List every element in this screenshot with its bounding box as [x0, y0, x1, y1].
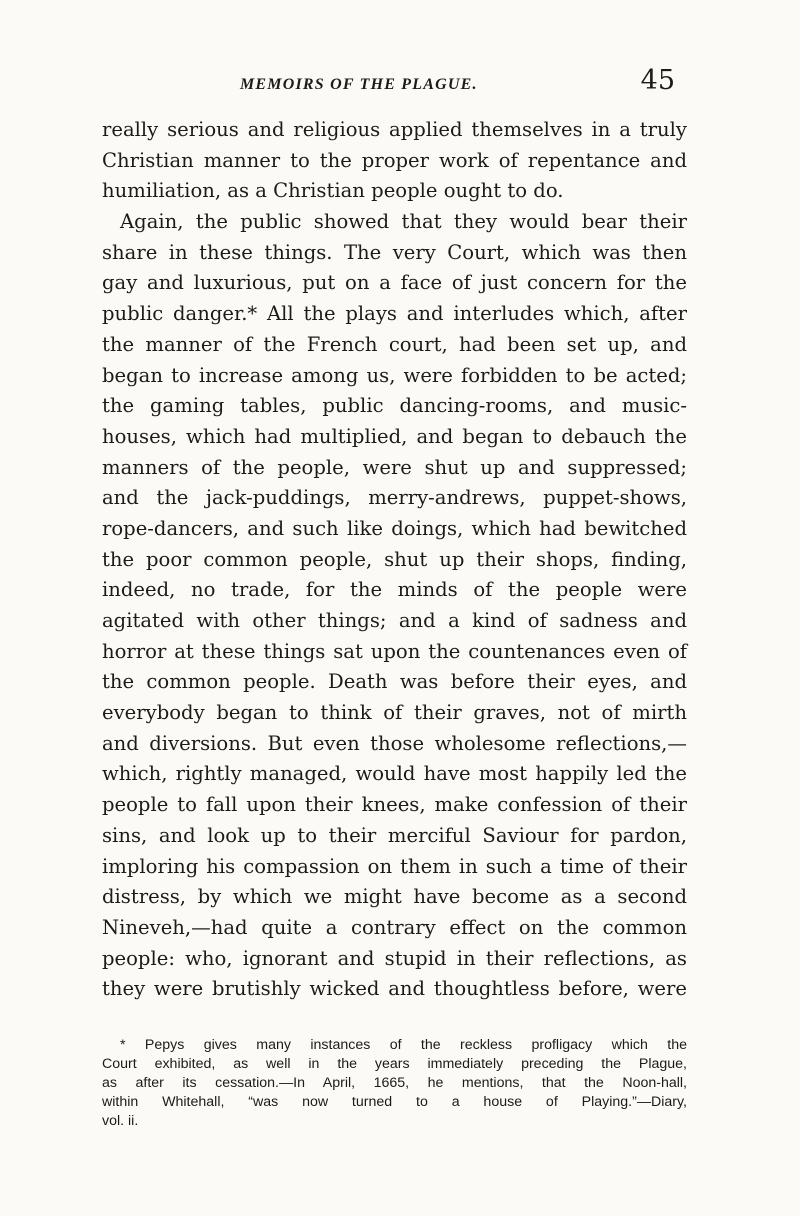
text-line: agitated with other things; and a kind of sadness and: [102, 609, 687, 632]
text-line: the gaming tables, public dancing-rooms, and music-: [102, 394, 687, 418]
text-line: gay and luxurious, put on a face of just concern for the: [102, 271, 687, 295]
text-line: people to fall upon their knees, make confession of their: [102, 793, 687, 817]
text-line: manners of the people, were shut up and suppressed;: [102, 455, 687, 479]
text-line: began to increase among us, were forbidden to be acted;: [102, 363, 687, 387]
text-line: imploring his compassion on them in such a time of their: [102, 854, 687, 878]
text-line: share in these things. The very Court, which was then: [102, 240, 687, 264]
text-line: sins, and look up to their merciful Saviour for pardon,: [102, 823, 687, 847]
footnote-line: vol. ii.: [102, 1113, 139, 1129]
text-line: the common people. Death was before their eyes, and: [102, 670, 687, 694]
text-line: and the jack-puddings, merry-andrews, puppet-shows,: [102, 486, 687, 510]
text-line: Again, the public showed that they would bear their: [120, 210, 687, 234]
footnote-line: within Whitehall, “was now turned to a house of Playing.”—Diary,: [102, 1094, 687, 1110]
text-line: horror at these things sat upon the countenances even of: [102, 639, 687, 663]
footnote-line: * Pepys gives many instances of the reckless profligacy which the: [120, 1037, 687, 1053]
text-line: indeed, no trade, for the minds of the people were: [102, 578, 687, 602]
page-number: 45: [640, 65, 675, 96]
footnote-line: Court exhibited, as well in the years immediately preceding the Plague,: [102, 1056, 687, 1072]
text-line: distress, by which we might have become as a second: [102, 885, 687, 909]
text-line: public danger.* All the plays and interludes which, after: [102, 302, 687, 326]
text-line: rope-dancers, and such like doings, which had bewitched: [102, 516, 687, 540]
text-line: Nineveh,—had quite a contrary effect on the common: [102, 915, 687, 939]
text-line: the poor common people, shut up their shops, finding,: [102, 547, 687, 571]
text-line: Christian manner to the proper work of repentance and: [102, 148, 687, 172]
text-line: houses, which had multiplied, and began to debauch the: [102, 424, 687, 448]
text-line: and diversions. But even those wholesome reflections,—: [102, 731, 687, 755]
text-line: really serious and religious applied themselves in a truly: [102, 118, 687, 141]
body-text: [102, 115, 687, 1005]
footnote-line: as after its cessation.—In April, 1665, he mentions, that the Noon-hall,: [102, 1075, 687, 1091]
text-line: the manner of the French court, had been set up, and: [102, 332, 687, 356]
text-line: people: who, ignorant and stupid in their reflections, as: [102, 946, 687, 970]
text-line: they were brutishly wicked and thoughtless before, were: [102, 977, 687, 1001]
running-title: MEMOIRS OF THE PLAGUE.: [240, 76, 478, 93]
footnote: [102, 1036, 687, 1131]
text-line: humiliation, as a Christian people ought to do.: [102, 179, 564, 203]
text-line: which, rightly managed, would have most happily led the: [102, 762, 687, 786]
text-line: everybody began to think of their graves, not of mirth: [102, 701, 687, 725]
